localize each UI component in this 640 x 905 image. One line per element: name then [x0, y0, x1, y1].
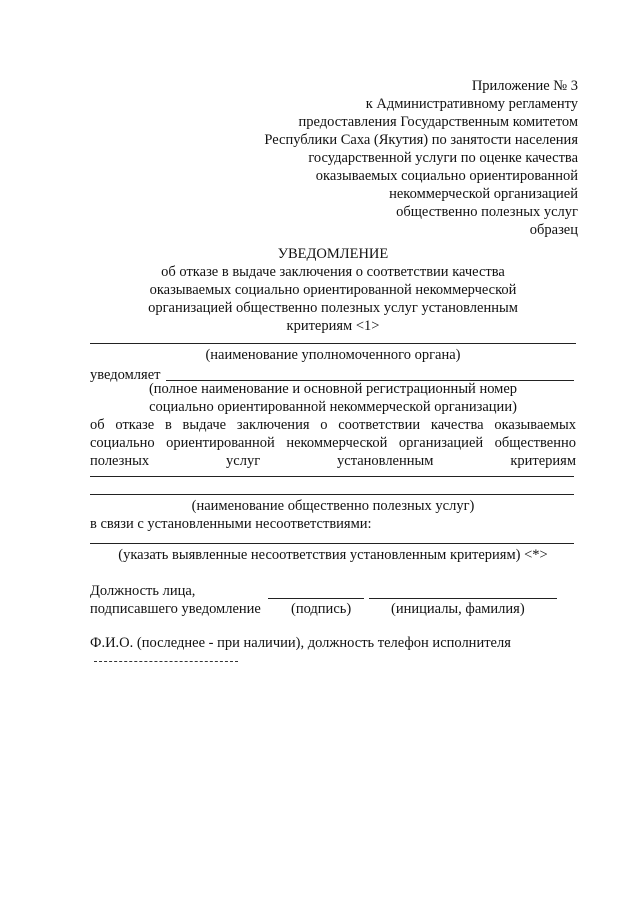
- appendix-line-2: к Административному регламенту: [365, 96, 578, 112]
- title-line-4: критериям <1>: [286, 318, 380, 334]
- title-line-2: оказываемых социально ориентированной некоммерческой: [149, 282, 517, 298]
- refusal-text-line-3: полезных услуг установленным критериям: [90, 453, 576, 469]
- appendix-line-6: оказываемых социально ориентированной: [315, 168, 578, 184]
- appendix-sample-label: образец: [529, 222, 578, 238]
- position-label-1: Должность лица,: [90, 583, 196, 599]
- organization-caption-2: социально ориентированной некоммерческой организации): [149, 399, 517, 415]
- authority-blank-line[interactable]: [90, 343, 576, 344]
- appendix-line-4: Республики Саха (Якутия) по занятости населения: [264, 132, 578, 148]
- appendix-line-8: общественно полезных услуг: [396, 204, 578, 220]
- authority-caption: (наименование уполномоченного органа): [205, 347, 461, 363]
- appendix-line-5: государственной услуги по оценке качества: [308, 150, 578, 166]
- refusal-text-line-1: об отказе в выдаче заключения о соответствии качества оказываемых: [90, 417, 576, 433]
- title-line-3: организацией общественно полезных услуг установленным: [148, 300, 518, 316]
- appendix-line-3: предоставления Государственным комитетом: [298, 114, 578, 130]
- name-caption: (инициалы, фамилия): [391, 601, 525, 617]
- organization-caption-1: (полное наименование и основной регистрационный номер: [148, 381, 518, 397]
- services-blank-line-2[interactable]: [90, 494, 574, 495]
- title-line-1: об отказе в выдаче заключения о соответствии качества: [161, 264, 505, 280]
- refusal-text-line-2: социально ориентированной некоммерческой организацией общественно: [90, 435, 576, 451]
- mismatch-blank-line[interactable]: [90, 543, 574, 544]
- appendix-line-7: некоммерческой организацией: [389, 186, 578, 202]
- signature-caption: (подпись): [291, 601, 352, 617]
- due-to-text: в связи с установленными несоответствиями:: [90, 516, 372, 532]
- position-label-2: подписавшего уведомление: [90, 601, 261, 617]
- services-blank-line-1[interactable]: [90, 476, 574, 477]
- mismatch-caption: (указать выявленные несоответствия установленным критериям) <*>: [118, 547, 548, 563]
- footnote-separator: [94, 661, 238, 662]
- signature-blank-line[interactable]: [268, 598, 364, 599]
- notifies-label: уведомляет: [90, 367, 161, 383]
- appendix-line-1: Приложение № 3: [471, 78, 578, 94]
- notice-heading: УВЕДОМЛЕНИЕ: [277, 246, 389, 262]
- name-blank-line[interactable]: [369, 598, 557, 599]
- executor-line: Ф.И.О. (последнее - при наличии), должность телефон исполнителя: [90, 635, 511, 651]
- services-caption: (наименование общественно полезных услуг): [191, 498, 475, 514]
